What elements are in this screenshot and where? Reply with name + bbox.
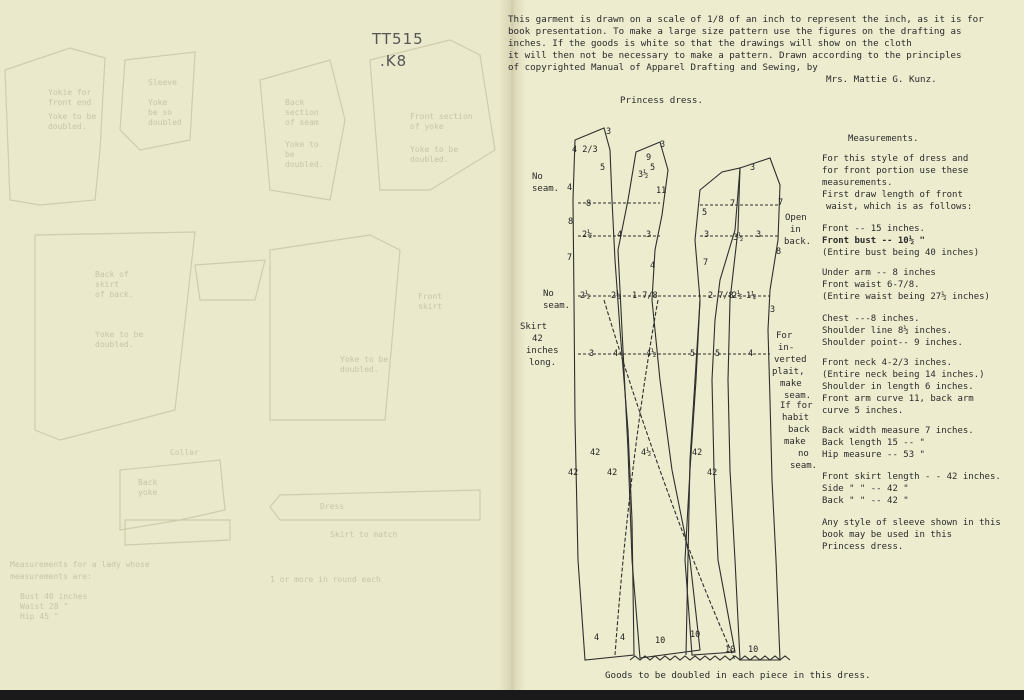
draft-label: 4½ bbox=[641, 448, 652, 458]
measurement-line: Front waist 6-7/8. bbox=[822, 280, 920, 290]
measurement-line: waist, which is as follows: bbox=[826, 202, 973, 212]
note-plait-5: make bbox=[780, 379, 802, 389]
measurement-line: Hip measure -- 53 " bbox=[822, 450, 925, 460]
draft-label: 42 bbox=[692, 448, 703, 458]
measurement-line: Front skirt length - - 42 inches. bbox=[822, 472, 1001, 482]
note-habit-5: no bbox=[798, 449, 809, 459]
note-plait-3: verted bbox=[774, 355, 807, 365]
draft-label: 42 bbox=[590, 448, 601, 458]
draft-label: 3½ bbox=[733, 233, 744, 243]
ghost-text-22: Yoke to be bbox=[95, 330, 144, 339]
draft-label: 42 bbox=[568, 468, 579, 478]
measurement-line: Shoulder line 8½ inches. bbox=[822, 326, 953, 336]
ghost-text-32: Skirt to match bbox=[330, 530, 398, 539]
ghost-text-7: be so bbox=[148, 108, 173, 117]
ghost-text-8: doubled bbox=[148, 118, 182, 127]
note-habit-2: habit bbox=[782, 413, 810, 423]
ghost-text-3: Yoke to be bbox=[48, 112, 97, 121]
draft-label: 10 bbox=[655, 636, 666, 646]
measurement-line: Front neck 4-2/3 inches. bbox=[822, 358, 953, 368]
pattern-title: Princess dress. bbox=[620, 95, 703, 106]
note-skirt-1: Skirt bbox=[520, 322, 548, 332]
note-habit-4: make bbox=[784, 437, 806, 447]
ghost-text-34: measurements are: bbox=[10, 572, 92, 581]
draft-label: 3 bbox=[589, 349, 595, 359]
draft-label: 3 bbox=[704, 230, 710, 240]
ghost-text-17: Yoke to be bbox=[410, 145, 459, 154]
ghost-text-38: 1 or more in round each bbox=[270, 575, 381, 584]
draft-label: 4 bbox=[594, 633, 600, 643]
draft-label: 4 bbox=[748, 349, 754, 359]
draft-label: 4 bbox=[567, 183, 573, 193]
measurement-line: (Entire bust being 40 inches) bbox=[822, 248, 980, 258]
ghost-text-31: Dress bbox=[320, 502, 345, 511]
note-plait-1: For bbox=[776, 331, 793, 341]
measurement-line: for front portion use these bbox=[822, 166, 969, 176]
scan-edge bbox=[0, 690, 1024, 700]
draft-label: 1¼ bbox=[746, 291, 757, 301]
ghost-text-30: yoke bbox=[138, 488, 158, 497]
draft-label: 2½ bbox=[582, 230, 593, 240]
note-skirt-4: long. bbox=[529, 358, 557, 368]
draft-label: 3½ bbox=[638, 170, 649, 180]
draft-label: 42 bbox=[607, 468, 618, 478]
measurement-line: curve 5 inches. bbox=[822, 406, 904, 416]
call-number-line-1: TT515 bbox=[372, 30, 424, 48]
ghost-text-11: of seam bbox=[285, 118, 319, 127]
measurement-line: Front -- 15 inches. bbox=[822, 224, 925, 234]
ghost-text-26: Yoke to be bbox=[340, 355, 389, 364]
intro-line-1: This garment is drawn on a scale of 1/8 of an inch to represent the inch, as it is for bbox=[508, 14, 984, 25]
measurements-heading: Measurements. bbox=[848, 134, 919, 144]
draft-label: 7 bbox=[778, 198, 784, 208]
ghost-text-33: Measurements for a lady whose bbox=[10, 560, 150, 569]
draft-label: 5 bbox=[715, 349, 721, 359]
ghost-text-4: doubled. bbox=[48, 122, 87, 131]
author: Mrs. Mattie G. Kunz. bbox=[826, 74, 937, 85]
draft-label: 10 bbox=[690, 630, 701, 640]
draft-label: 7 bbox=[730, 199, 736, 209]
draft-label: 7 bbox=[567, 253, 573, 263]
measurement-line: (Entire neck being 14 inches.) bbox=[822, 370, 985, 380]
draft-label: 8 bbox=[776, 247, 782, 257]
draft-label: 4 bbox=[620, 633, 626, 643]
draft-label: 2 7/8 bbox=[708, 291, 734, 301]
measurement-line: Any style of sleeve shown in this bbox=[822, 518, 1001, 528]
draft-label: 1 7/8 bbox=[632, 291, 658, 301]
measurement-line: Back length 15 -- " bbox=[822, 438, 925, 448]
ghost-text-21: of back. bbox=[95, 290, 134, 299]
call-number-line-2: .K8 bbox=[380, 52, 408, 70]
measurement-line: Shoulder in length 6 inches. bbox=[822, 382, 974, 392]
measurement-line: Princess dress. bbox=[822, 542, 904, 552]
draft-label: 5 bbox=[690, 349, 696, 359]
measurement-line: Shoulder point-- 9 inches. bbox=[822, 338, 963, 348]
draft-label: 2½ bbox=[732, 291, 743, 301]
measurement-line: Chest ---8 inches. bbox=[822, 314, 920, 324]
measurement-line: Side " " -- 42 " bbox=[822, 484, 909, 494]
ghost-text-24: Front bbox=[418, 292, 443, 301]
ghost-text-36: Waist 28 " bbox=[20, 602, 69, 611]
note-no-seam-mid-2: seam. bbox=[543, 301, 571, 311]
ghost-text-1: Yokie for bbox=[48, 88, 92, 97]
draft-label: 4 bbox=[650, 261, 656, 271]
ghost-text-25: skirt bbox=[418, 302, 443, 311]
ghost-text-6: Yoke bbox=[148, 98, 168, 107]
draft-label: 42 bbox=[707, 468, 718, 478]
note-habit-1: If for bbox=[780, 401, 813, 411]
measurement-line: First draw length of front bbox=[822, 190, 963, 200]
ghost-text-12: Yoke to bbox=[285, 140, 319, 149]
measurement-line: Under arm -- 8 inches bbox=[822, 268, 936, 278]
intro-line-3: inches. If the goods is white so that the drawings will show on the cloth bbox=[508, 38, 912, 49]
draft-label: 8 bbox=[568, 217, 574, 227]
note-no-seam-mid-1: No bbox=[543, 289, 554, 299]
note-no-seam-top-2: seam. bbox=[532, 184, 560, 194]
note-plait-2: in- bbox=[778, 343, 795, 353]
draft-label: 9 bbox=[646, 153, 652, 163]
note-open-back-3: back. bbox=[784, 237, 812, 247]
ghost-text-19: Back of bbox=[95, 270, 129, 279]
measurement-line: Back " " -- 42 " bbox=[822, 496, 909, 506]
note-no-seam-top-1: No bbox=[532, 172, 543, 182]
ghost-text-29: Back bbox=[138, 478, 158, 487]
ghost-text-16: of yoke bbox=[410, 122, 444, 131]
note-habit-6: seam. bbox=[790, 461, 818, 471]
draft-label: 4 bbox=[617, 230, 623, 240]
measurement-line: (Entire waist being 27½ inches) bbox=[822, 292, 990, 302]
draft-label: 5 bbox=[650, 163, 656, 173]
draft-label: 5 bbox=[702, 208, 708, 218]
measurement-line: book may be used in this bbox=[822, 530, 953, 540]
draft-label: 3 bbox=[756, 230, 762, 240]
ghost-text-15: Front section bbox=[410, 112, 473, 121]
draft-label: 4½ bbox=[646, 349, 657, 359]
draft-label: 8 bbox=[586, 199, 592, 209]
intro-line-5: of copyrighted Manual of Apparel Drafting and Sewing, by bbox=[508, 62, 818, 73]
note-open-back-2: in bbox=[790, 225, 801, 235]
ghost-text-35: Bust 40 inches bbox=[20, 592, 88, 601]
measurement-line: Back width measure 7 inches. bbox=[822, 426, 974, 436]
draft-label: 3 bbox=[750, 163, 756, 173]
draft-label: 4 bbox=[613, 349, 619, 359]
draft-label: 4 2/3 bbox=[572, 145, 598, 155]
note-habit-3: back bbox=[788, 425, 810, 435]
ghost-text-37: Hip 45 " bbox=[20, 612, 59, 621]
measurement-line: measurements. bbox=[822, 178, 893, 188]
note-plait-6: seam. bbox=[784, 391, 812, 401]
draft-label: 10 bbox=[748, 645, 759, 655]
ghost-text-9: Back bbox=[285, 98, 305, 107]
draft-label: 11 bbox=[656, 186, 667, 196]
draft-label: 10 bbox=[725, 645, 736, 655]
draft-label: 3 bbox=[660, 140, 666, 150]
draft-label: 3 bbox=[770, 305, 776, 315]
ghost-text-18: doubled. bbox=[410, 155, 449, 164]
footer-note: Goods to be doubled in each piece in this dress. bbox=[605, 670, 871, 681]
ghost-text-27: doubled. bbox=[340, 365, 379, 374]
ghost-text-5: Sleeve bbox=[148, 78, 177, 87]
ghost-text-20: skirt bbox=[95, 280, 120, 289]
ghost-text-23: doubled. bbox=[95, 340, 134, 349]
note-open-back-1: Open bbox=[785, 213, 807, 223]
draft-label: 2½ bbox=[611, 291, 622, 301]
draft-label: 3 bbox=[646, 230, 652, 240]
note-plait-4: plait, bbox=[772, 367, 805, 377]
note-skirt-3: inches bbox=[526, 346, 559, 356]
measurement-line: For this style of dress and bbox=[822, 154, 969, 164]
ghost-text-2: front end bbox=[48, 98, 92, 107]
measurement-line: Front bust -- 10½ " bbox=[822, 236, 925, 246]
ghost-text-13: be bbox=[285, 150, 295, 159]
ghost-text-28: Collar bbox=[170, 448, 199, 457]
intro-line-2: book presentation. To make a large size pattern use the figures on the drafting as bbox=[508, 26, 962, 37]
draft-label: 2½ bbox=[580, 291, 591, 301]
draft-label: 3 bbox=[606, 127, 612, 137]
draft-label: 5 bbox=[600, 163, 606, 173]
measurement-line: Front arm curve 11, back arm bbox=[822, 394, 974, 404]
ghost-text-10: section bbox=[285, 108, 319, 117]
draft-label: 7 bbox=[703, 258, 709, 268]
ghost-text-14: doubled. bbox=[285, 160, 324, 169]
note-skirt-2: 42 bbox=[532, 334, 543, 344]
intro-line-4: it will then not be necessary to make a pattern. Drawn according to the principles bbox=[508, 50, 962, 61]
